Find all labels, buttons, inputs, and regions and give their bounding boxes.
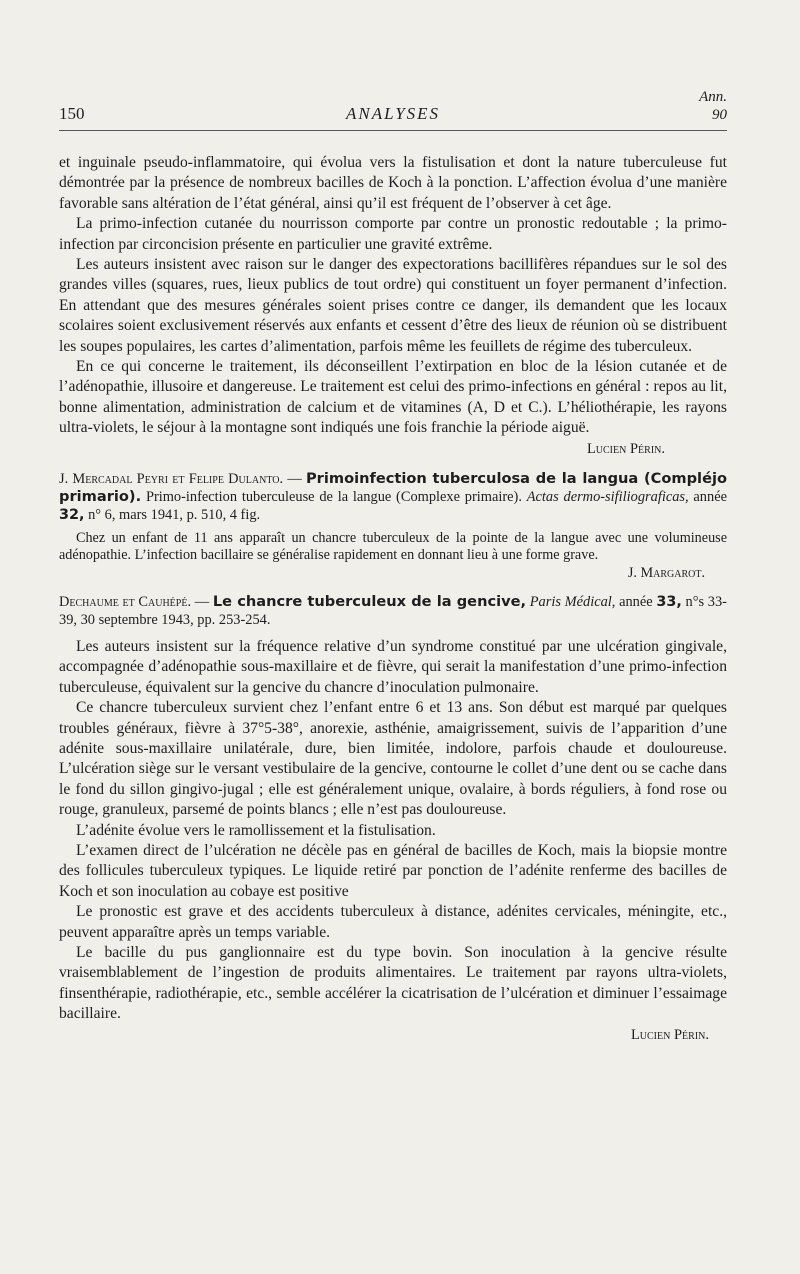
reference-journal: Paris Médical, bbox=[529, 593, 616, 610]
paragraph: Ce chancre tuberculeux survient chez l’enfant entre 6 et 13 ans. Son début est marqué par quelques troubles généraux, fièvre à 37°5-38°, anorexie, asthénie, amaigrissement, suivis de l’apparition d’une adénite sous-maxillaire unilatérale, dure, bien limitée, indolore, parfois chaude et douloureuse. L’ulcération siège sur le versant vestibulaire de la gencive, contourne le collet d’une dent ou se cache dans le fond du sillon gingivo-jugal ; elle est généralement unique, ovalaire, à bords réguliers, à fond rose ou rouge, granuleux, parsemé de points blancs ; elle n’est pas douloureuse. bbox=[59, 699, 727, 819]
abstract: Chez un enfant de 11 ans apparaît un chancre tuberculeux de la pointe de la langue avec une volumineuse adénopathie. L’infection bacillaire se généralise rapidement en donnant lieu à une forme grave. bbox=[59, 529, 727, 564]
running-title: ANALYSES bbox=[345, 104, 441, 123]
paragraph: Le bacille du pus ganglionnaire est du type bovin. Son inoculation à la gencive résulte vraisemblablement de l’ingestion de produits alimentaires. Le traitement par rayons ultra-violets, finsenthérapie, radiothérapie, etc., semble accélérer la cicatrisation de l’ulcération et diminuer l’essaimage bacillaire. bbox=[59, 944, 727, 1023]
signature: J. Margarot. bbox=[627, 564, 705, 581]
reference-journal: Actas dermo-sifiliograficas, bbox=[526, 488, 689, 505]
reference-dash: — bbox=[287, 470, 302, 487]
paragraph: En ce qui concerne le traitement, ils déconseillent l’extirpation en bloc de la lésion cutanée et de l’adénopathie, illusoire et dangereuse. Le traitement est celui des primo-infections en général : repos au lit, bonne alimentation, administration de calcium et de vitamines (A, D et C.). L’héliothérapie, les rayons ultra-violets, le séjour à la montagne sont indiqués une fois franchie la période aiguë. bbox=[59, 358, 727, 437]
reference-volume: 32, bbox=[59, 506, 85, 523]
paragraph: La primo-infection cutanée du nourrisson comporte par contre un pronostic redoutable ; la primo-infection par circoncision présente en particulier une gravité extrême. bbox=[59, 215, 727, 253]
signature: Lucien Périn. bbox=[586, 440, 665, 457]
reference-year-prefix: année bbox=[619, 593, 653, 610]
paragraph: et inguinale pseudo-inflammatoire, qui évolua vers la fistulisation et dont la nature tuberculeuse fut démontrée par la présence de nombreux bacilles de Koch à la ponction. L’affection évolua d’une manière favorable sans altération de l’état général, ainsi qu’il est fréquent de l’observer à cet âge. bbox=[59, 154, 727, 212]
reference-heading bbox=[59, 470, 727, 524]
paragraph: Les auteurs insistent sur la fréquence relative d’un syndrome constitué par une ulcération gingivale, accompagnée d’adénopathie sous-maxillaire et de fièvre, qui serait la manifestation d’une primo-infection tuberculeuse, équivalent sur la gencive du chancre d’inoculation pulmonaire. bbox=[59, 637, 727, 696]
reference-translation: Primo-infection tuberculeuse de la langue (Complexe primaire). bbox=[145, 488, 522, 505]
page-body bbox=[59, 153, 727, 1045]
reference-authors: Dechaume et Cauhépé. bbox=[59, 593, 192, 610]
reference-heading bbox=[59, 593, 727, 629]
reference-dash: — bbox=[194, 593, 210, 610]
paragraph: L’adénite évolue vers le ramollissement et la fistulisation. bbox=[76, 821, 436, 839]
handwritten-annotation bbox=[699, 88, 727, 124]
paragraph: Le pronostic est grave et des accidents tuberculeux à distance, adénites cervicales, méningite, etc., peuvent apparaître après un temps variable. bbox=[59, 903, 727, 941]
running-head bbox=[59, 88, 727, 130]
annotation-line-2: 90 bbox=[712, 107, 727, 123]
reference-title: Primoinfection tuberculosa de la langua (Compléjo primario). bbox=[59, 469, 727, 505]
signature-row bbox=[59, 565, 727, 582]
reference-details: n°s 33-39, 30 septembre 1943, pp. 253-254. bbox=[59, 593, 727, 628]
review-2 bbox=[59, 470, 727, 582]
paragraph: L’examen direct de l’ulcération ne décèle pas en général de bacilles de Koch, mais la biopsie montre des follicules tuberculeux typiques. Le liquide retiré par ponction de l’adénite renferme des bacilles de Koch et son inoculation au cobaye est positive bbox=[59, 841, 727, 900]
page-number: 150 bbox=[59, 104, 85, 123]
review-3 bbox=[59, 593, 727, 1045]
reference-details: n° 6, mars 1941, p. 510, 4 fig. bbox=[88, 506, 261, 523]
reference-authors: J. Mercadal Peyri et Felipe Dulanto. bbox=[59, 470, 284, 487]
reference-volume: 33, bbox=[656, 593, 682, 610]
review-1 bbox=[59, 153, 727, 459]
signature: Lucien Périn. bbox=[630, 1026, 709, 1043]
paragraph: Les auteurs insistent avec raison sur le danger des expectorations bacillifères répandues sur le sol des grandes villes (squares, rues, lieux publics de tout ordre) qui constituent un foyer permanent d’infection. En attendant que des mesures générales soient prises contre ce danger, ils demandent que les locaux scolaires soient exclusivement réservés aux enfants et cessent d’être des lieux de réunion où se distribuent les soupes populaires, les cartes d’alimentation, parfois même les feuillets de régime des tuberculeux. bbox=[59, 256, 727, 355]
annotation-line-1: Ann. bbox=[699, 89, 727, 105]
header-rule bbox=[59, 130, 727, 131]
reference-title: Le chancre tuberculeux de la gencive, bbox=[212, 592, 527, 610]
reference-year-prefix: année bbox=[693, 488, 727, 505]
